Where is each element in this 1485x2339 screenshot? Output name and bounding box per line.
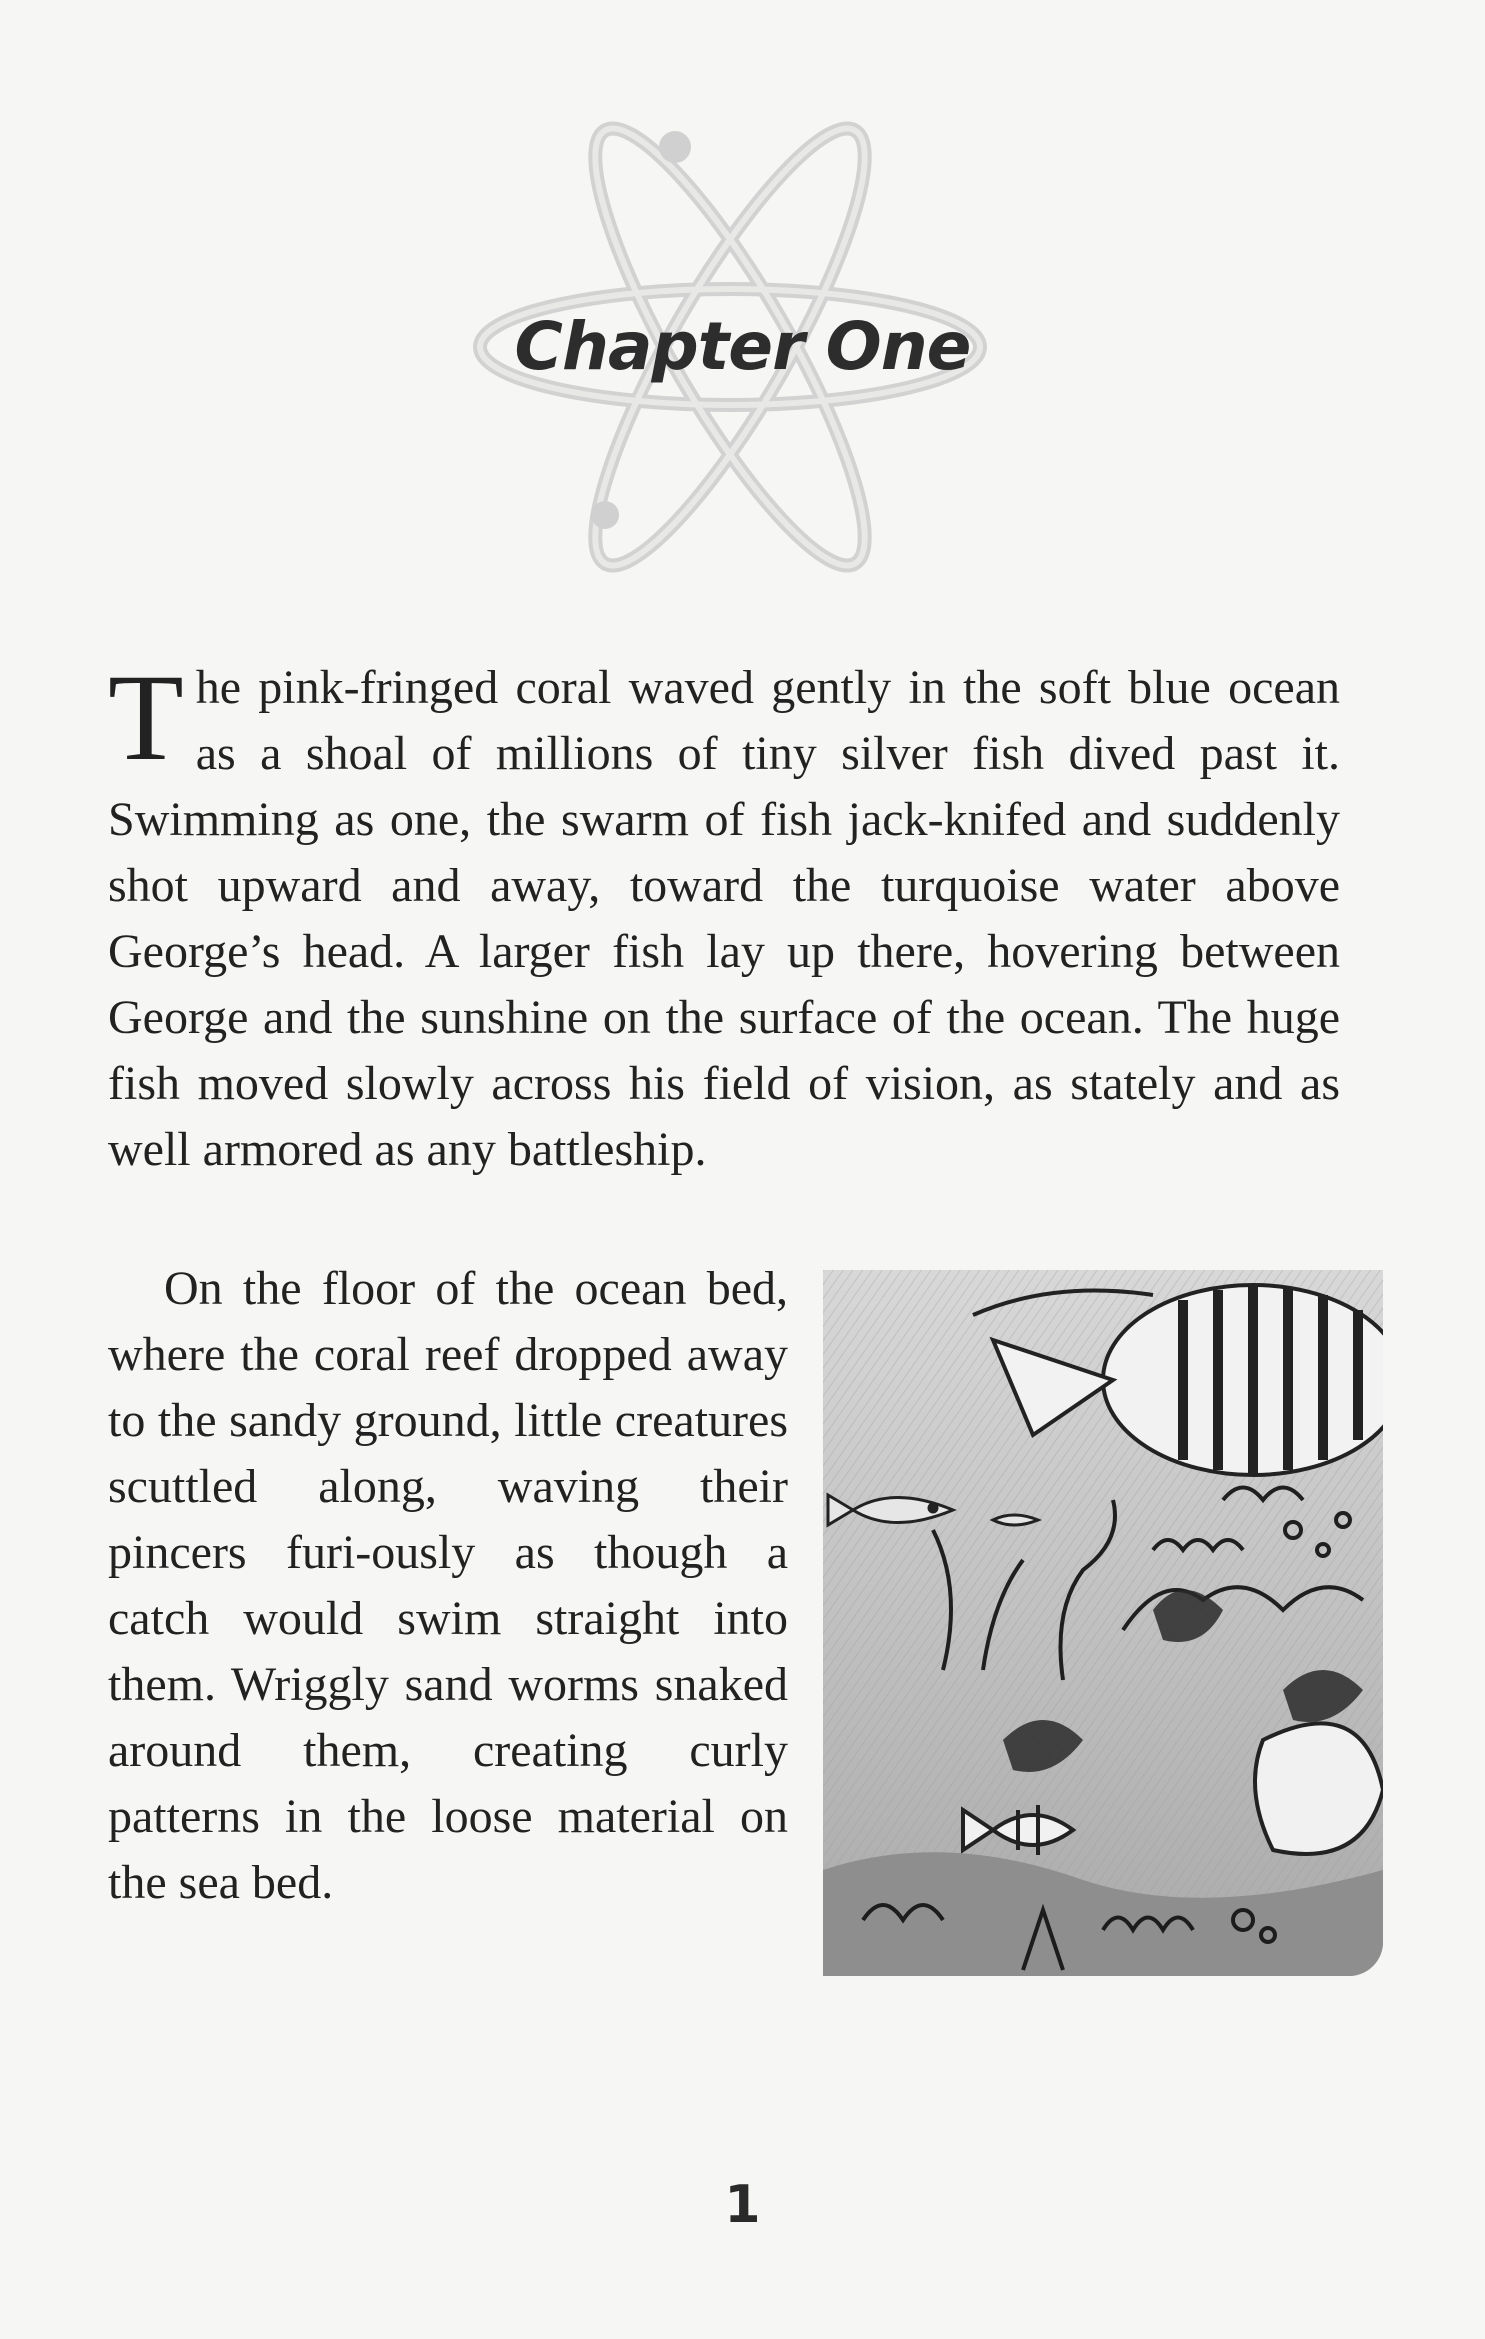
paragraph-1 [108, 649, 1340, 1183]
drop-cap: T [108, 649, 184, 786]
page-number: 1 [724, 2175, 761, 2235]
paragraph-1-text: he pink-fringed coral waved gently in the soft blue ocean as a shoal of millions of tiny silver fish dived past it. Swimming as one, the swarm of fish jack-knifed and suddenly shot upward and away, toward the turquoise water above George’s head. A larger fish lay up there, hovering between George and the sunshine on the surface of the ocean. The huge fish moved slowly across his field of vision, as stately and as well armored as any battleship. [108, 661, 1340, 1176]
chapter-title: Chapter One [514, 308, 971, 385]
coral-reef-fish-illustration [823, 1270, 1383, 1976]
paragraph-2: On the floor of the ocean bed, where the coral reef dropped away to the sandy ground, little creatures scuttled along, waving their pincers furi-ously as though a catch would swim straight into them. Wriggly sand worms snaked around them, creating curly patterns in the loose material on the sea bed. [108, 1262, 788, 1909]
